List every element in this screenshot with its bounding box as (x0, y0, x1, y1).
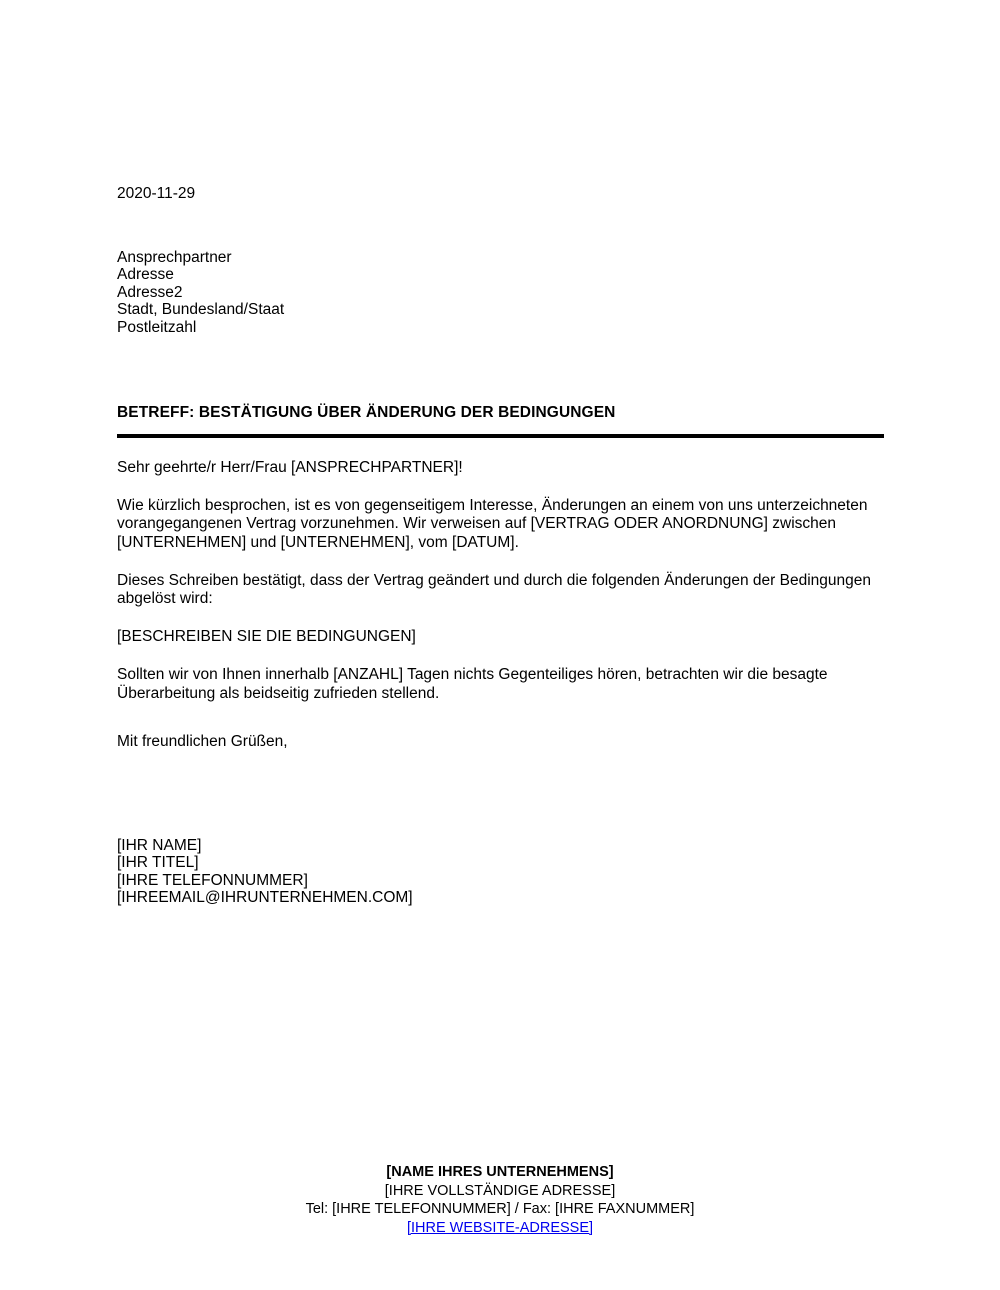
address-line: Stadt, Bundesland/Staat (117, 301, 285, 319)
address-line: Adresse2 (117, 283, 183, 301)
footer-company-name: [NAME IHRES UNTERNEHMENS] (386, 1164, 614, 1180)
address-line: Postleitzahl (117, 318, 197, 336)
page-footer (0, 1163, 1000, 1237)
footer-website-line (0, 1219, 1000, 1238)
subject-divider (117, 434, 884, 438)
closing-line: Mit freundlichen Grüßen, (117, 732, 288, 750)
footer-address: [IHRE VOLLSTÄNDIGE ADRESSE] (384, 1182, 616, 1199)
signature-line: [IHR TITEL] (117, 854, 199, 872)
signature-block (117, 837, 884, 907)
address-line: Ansprechpartner (117, 249, 232, 266)
body-paragraph-4: Sollten wir von Ihnen innerhalb [ANZAHL] Tagen nichts Gegenteiliges hören, betrachten wir die besagte Überarbeitung als beidseitig zufrieden stellend. (117, 666, 828, 702)
signature-line: [IHR NAME] (117, 837, 202, 855)
signature-line: [IHREEMAIL@IHRUNTERNEHMEN.COM] (117, 889, 413, 907)
subject-section (117, 404, 884, 438)
body-paragraph-1: Wie kürzlich besprochen, ist es von gegenseitigem Interesse, Änderungen an einem von uns unterzeichneten vorangegangenen Vertrag vorzunehmen. Wir verweisen auf [VERTRAG ODER ANORDNUNG] zwischen [UNTERNEHMEN] und [UNTERNEHMEN], vom [DATUM]. (117, 497, 868, 551)
letter-content (117, 185, 884, 907)
footer-website-link[interactable]: [IHRE WEBSITE-ADRESSE] (406, 1219, 594, 1236)
recipient-address-block (117, 249, 884, 336)
body-paragraph-2: Dieses Schreiben bestätigt, dass der Vertrag geändert und durch die folgenden Änderungen der Bedingungen abgelöst wird: (117, 571, 872, 608)
letter-date: 2020-11-29 (117, 185, 196, 202)
address-line: Adresse (117, 266, 174, 284)
footer-phone-fax: Tel: [IHRE TELEFONNUMMER] / Fax: [IHRE FAXNUMMER] (305, 1201, 695, 1217)
subject-heading: BETREFF: BESTÄTIGUNG ÜBER ÄNDERUNG DER BEDINGUNGEN (117, 404, 616, 422)
body-paragraph-3: [BESCHREIBEN SIE DIE BEDINGUNGEN] (117, 628, 416, 646)
letter-body (117, 459, 884, 703)
salutation: Sehr geehrte/r Herr/Frau [ANSPRECHPARTNER]! (117, 459, 463, 477)
signature-line: [IHRE TELEFONNUMMER] (117, 871, 308, 889)
